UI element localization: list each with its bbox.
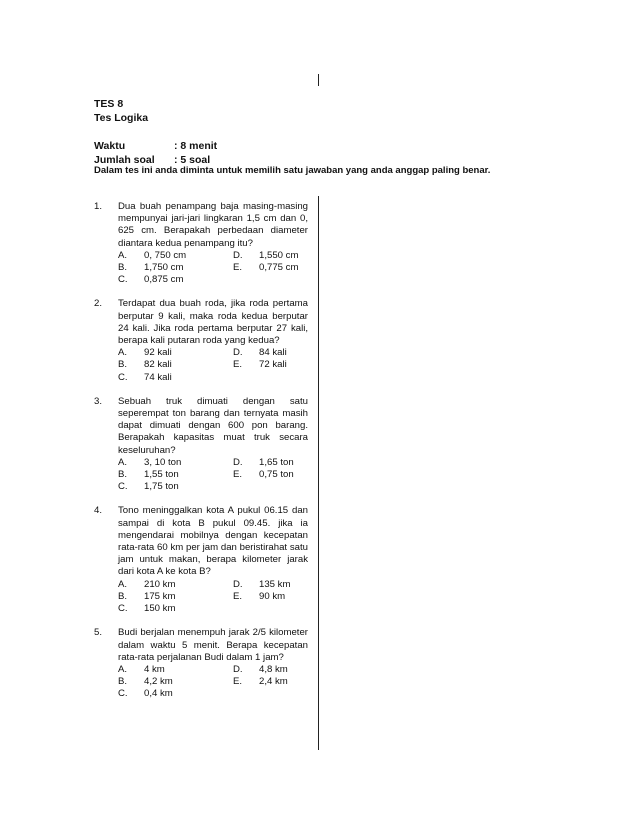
option-letter: D. [233,578,243,590]
question-list [94,201,310,713]
option-text: 74 kali [144,371,172,383]
answer-option [118,274,233,286]
option-text: 4,8 km [259,663,288,675]
answer-options [118,347,308,384]
question-item [94,505,310,615]
question-body [118,505,308,615]
meta-row-time [94,139,554,153]
option-letter: B. [118,676,128,688]
option-letter: B. [118,590,128,602]
option-text: 0,75 ton [259,469,294,481]
option-letter: E. [233,469,243,481]
option-text: 0,875 cm [144,274,184,286]
answer-option [118,347,233,359]
option-text: 135 km [259,578,291,590]
answer-option [233,591,308,603]
answer-option [233,579,308,591]
option-letter: C. [118,603,128,615]
text-cursor-mark [318,74,319,86]
meta-label: Waktu [94,140,126,152]
answer-option [233,469,308,481]
answer-option [118,359,233,371]
answer-option [233,347,308,359]
answer-options [118,457,308,494]
option-letter: D. [233,347,243,359]
option-text: 1,55 ton [144,469,179,481]
question-number: 5. [94,627,103,639]
option-letter: D. [233,249,243,261]
answer-options [118,250,308,287]
option-letter: D. [233,663,243,675]
question-number: 1. [94,201,103,212]
question-body [118,396,308,494]
option-text: 72 kali [259,359,287,371]
answer-option [118,591,233,603]
question-item [94,396,310,494]
option-text: 1,550 cm [259,249,299,261]
column-divider [318,196,319,750]
option-letter: A. [118,456,128,468]
option-letter: D. [233,456,243,468]
option-text: 3, 10 ton [144,456,182,468]
answer-option [233,359,308,371]
option-letter: E. [233,262,243,274]
answer-option [233,664,308,676]
option-letter: E. [233,676,243,688]
option-text: 4,2 km [144,676,173,688]
question-body [118,201,308,286]
answer-option [118,676,233,688]
question-item [94,298,310,383]
answer-option [118,250,233,262]
answer-option [118,579,233,591]
option-letter: A. [118,347,128,359]
option-text: 0,4 km [144,688,173,700]
question-number: 4. [94,505,103,517]
test-subtitle: Tes Logika [94,112,149,124]
meta-label: Jumlah soal [94,154,155,166]
answer-option [118,262,233,274]
question-number: 3. [94,395,103,407]
question-number: 2. [94,298,103,310]
option-text: 4 km [144,663,165,675]
option-text: 0, 750 cm [144,249,187,261]
option-letter: B. [118,469,128,481]
question-text: Budi berjalan menempuh jarak 2/5 kilometer dalam waktu 5 menit. Berapa kecepatan rata-rata perjalanan Budi dalam 1 jam? [118,627,308,663]
option-letter: C. [118,371,128,383]
option-text: 1,65 ton [259,456,294,468]
answer-options [118,579,308,616]
instruction-text: Dalam tes ini anda diminta untuk memilih satu jawaban yang anda anggap paling benar. [94,165,491,176]
meta-value: : 8 menit [174,140,218,152]
option-letter: C. [118,688,128,700]
option-letter: E. [233,590,243,602]
option-text: 84 kali [259,347,287,359]
question-body [118,627,308,700]
test-title: TES 8 [94,98,124,110]
option-letter: C. [118,481,128,493]
option-text: 82 kali [144,359,172,371]
answer-option [118,481,233,493]
option-letter: C. [118,274,128,286]
test-header [94,97,554,167]
answer-option [118,688,233,700]
question-body [118,298,308,383]
answer-option [118,664,233,676]
option-letter: A. [118,578,128,590]
answer-option [118,603,233,615]
option-letter: B. [118,359,128,371]
answer-options [118,664,308,701]
option-text: 1,750 cm [144,262,184,274]
answer-option [118,457,233,469]
answer-option [118,469,233,481]
option-text: 150 km [144,603,176,615]
question-item [94,627,310,700]
option-letter: A. [118,663,128,675]
answer-option [118,372,233,384]
question-text: Sebuah truk dimuati dengan satu seperempat ton barang dan ternyata masih dapat dimuati dengan 600 pon barang. Berapakah kapasitas muat truk secara keseluruhan? [118,395,308,456]
answer-option [233,250,308,262]
meta-value: : 5 soal [174,154,211,166]
question-text: Terdapat dua buah roda, jika roda pertama berputar 9 kali, maka roda kedua berputar 24 kali. Jika roda pertama berputar 27 kali, berapa kali putaran roda yang kedua? [118,298,308,347]
answer-option [233,676,308,688]
option-text: 92 kali [144,347,172,359]
option-letter: A. [118,249,128,261]
option-text: 175 km [144,590,176,602]
answer-option [233,262,308,274]
option-text: 210 km [144,578,176,590]
question-text: Dua buah penampang baja masing-masing mempunyai jari-jari lingkaran 1,5 cm dan 0, 625 cm. Berapakah perbedaan diameter diantara kedua penampang itu? [118,201,308,249]
option-text: 0,775 cm [259,262,299,274]
option-letter: E. [233,359,243,371]
question-item [94,201,310,286]
answer-option [233,457,308,469]
question-text: Tono meninggalkan kota A pukul 06.15 dan sampai di kota B pukul 09.45. jika ia mengendarai mobilnya dengan kecepatan rata-rata 60 km per jam dan beristirahat satu jam untuk makan, berapa kilometer jarak dari kota A ke kota B? [118,505,308,578]
option-letter: B. [118,262,128,274]
option-text: 90 km [259,590,286,602]
option-text: 1,75 ton [144,481,179,493]
option-text: 2,4 km [259,676,288,688]
